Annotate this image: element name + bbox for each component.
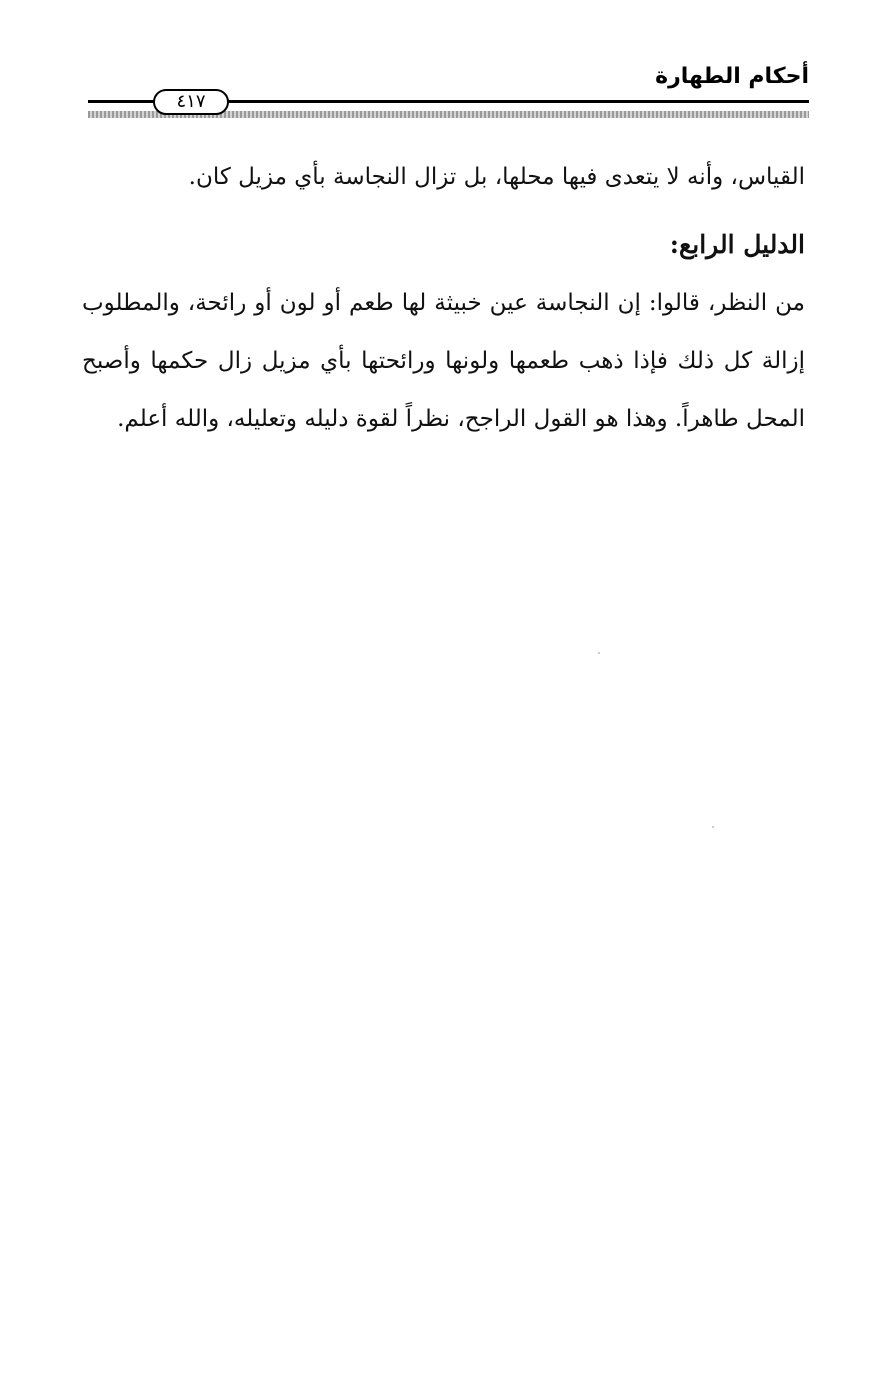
header-rule-left (88, 100, 158, 103)
page-number: ٤١٧ (153, 89, 229, 115)
scan-speck (598, 652, 600, 654)
section-heading: الدليل الرابع: (669, 230, 805, 259)
scan-speck (712, 826, 714, 828)
paragraph-fourth-evidence: من النظر، قالوا: إن النجاسة عين خبيثة لها طعم أو لون أو رائحة، والمطلوب إزالة كل ذلك فإذا ذهب طعمها ولونها ورائحتها بأي مزيل زال حكمها وأصبح المحل طاهراً. وهذا هو القول الراجح، نظراً لقوة دليله وتعليله، والله أعلم. (82, 290, 805, 432)
running-header-title: أحكام الطهارة (655, 64, 809, 89)
paragraph-continuation: القياس، وأنه لا يتعدى فيها محلها، بل تزال النجاسة بأي مزيل كان. (188, 164, 805, 190)
page-body (82, 148, 805, 448)
header-rule (226, 100, 809, 103)
